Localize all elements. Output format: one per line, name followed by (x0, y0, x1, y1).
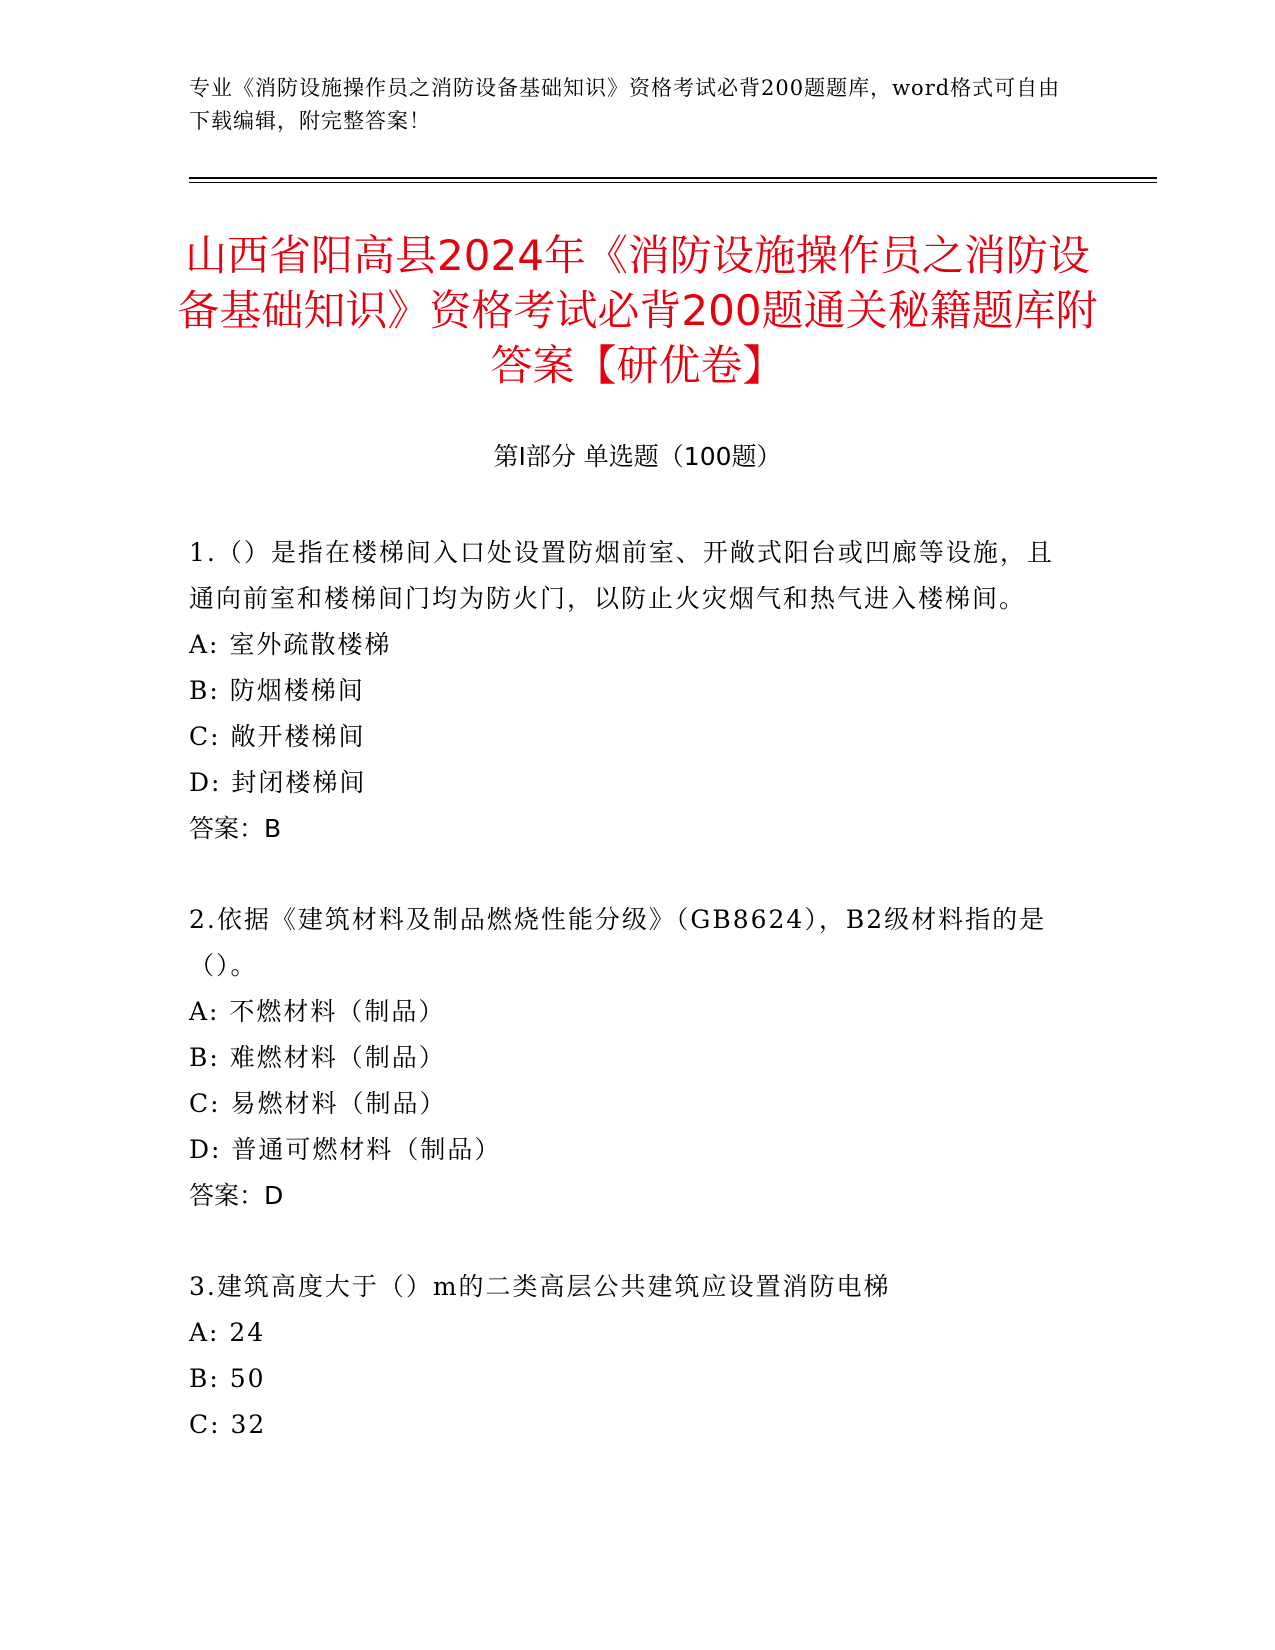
question-option-a: A: 室外疏散楼梯 (189, 630, 392, 659)
document-title: 山西省阳高县2024年《消防设施操作员之消防设备基础知识》资格考试必背200题通关秘籍题库附答案【研优卷】 (177, 231, 1098, 390)
question-stem: 3.建筑高度大于（）m的二类高层公共建筑应设置消防电梯 (189, 1272, 891, 1301)
question-option-a: A: 24 (189, 1318, 266, 1347)
question-option-a: A: 不燃材料（制品） (189, 997, 446, 1026)
question-answer: 答案：D (189, 1181, 284, 1210)
question-option-c: C: 敞开楼梯间 (189, 722, 366, 751)
question-option-b: B: 防烟楼梯间 (189, 676, 365, 705)
question-option-d: D: 普通可燃材料（制品） (189, 1135, 502, 1164)
question-answer: 答案：B (189, 814, 282, 843)
section-title: 第Ⅰ部分 单选题（100题） (493, 442, 782, 471)
question-stem: 2.依据《建筑材料及制品燃烧性能分级》（GB8624），B2级材料指的是（）。 (189, 905, 1047, 980)
question-option-d: D: 封闭楼梯间 (189, 768, 367, 797)
header-note: 专业《消防设施操作员之消防设备基础知识》资格考试必背200题题库，word格式可自由下载编辑，附完整答案！ (189, 76, 1061, 133)
header-divider-thick (189, 177, 1157, 179)
question-list (189, 530, 1079, 1493)
question-option-c: C: 易燃材料（制品） (189, 1089, 447, 1118)
question-option-b: B: 难燃材料（制品） (189, 1043, 446, 1072)
header-divider-thin (189, 182, 1157, 183)
question-2 (189, 897, 1079, 1219)
question-option-b: B: 50 (189, 1364, 266, 1393)
question-option-c: C: 32 (189, 1410, 267, 1439)
question-3 (189, 1264, 1079, 1448)
question-stem: 1.（）是指在楼梯间入口处设置防烟前室、开敞式阳台或凹廊等设施，且通向前室和楼梯间门均为防火门，以防止火灾烟气和热气进入楼梯间。 (189, 538, 1054, 613)
question-1 (189, 530, 1079, 852)
